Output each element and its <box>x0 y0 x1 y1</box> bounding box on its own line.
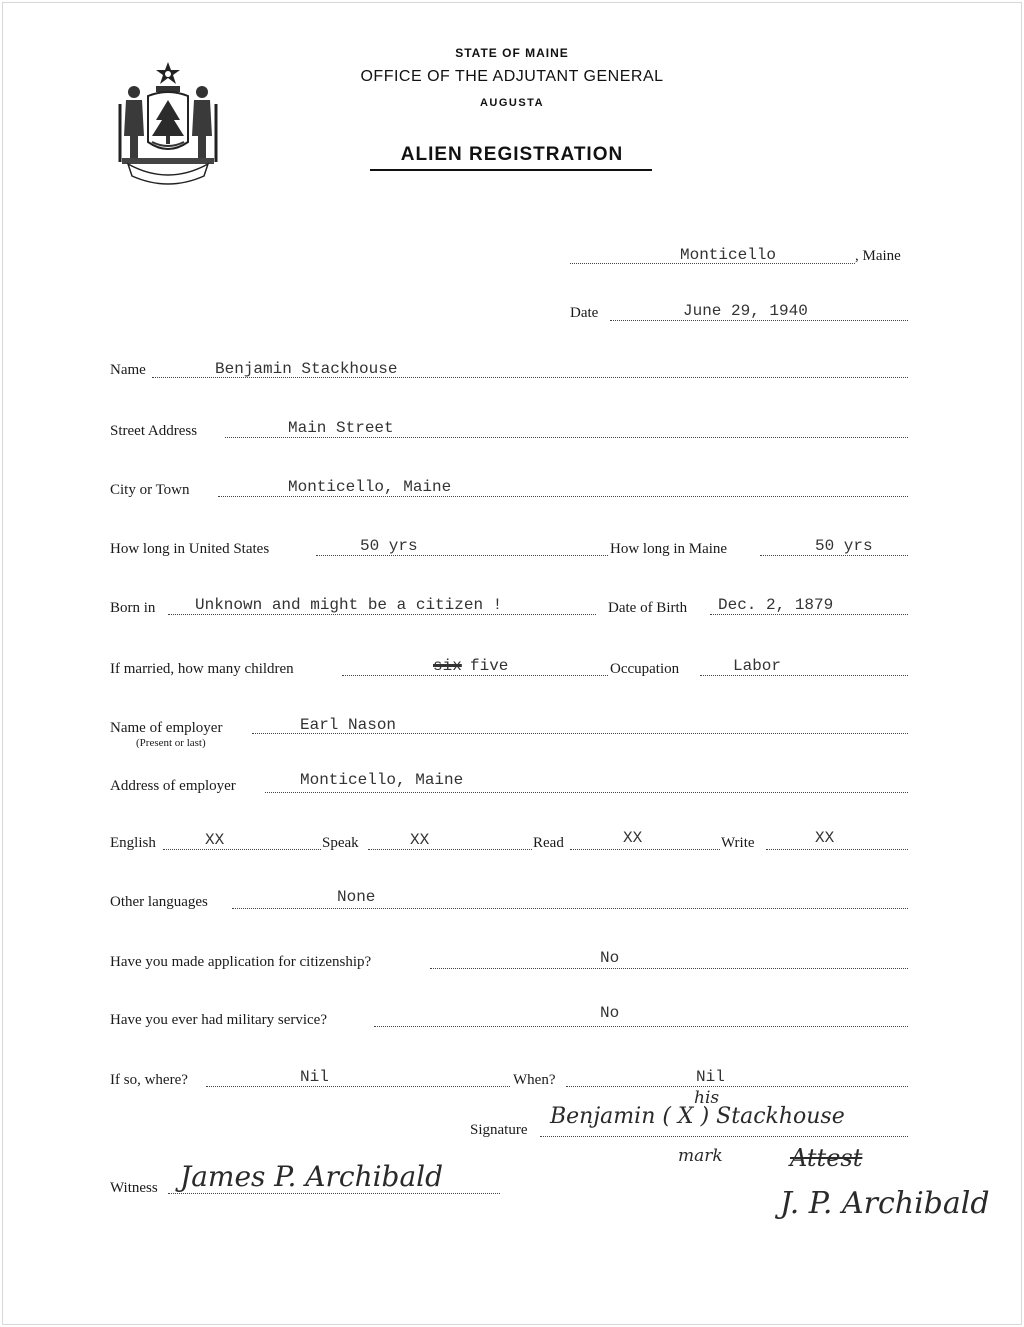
date-label: Date <box>570 305 599 321</box>
signature-his-note: his <box>694 1088 720 1108</box>
city-value: Monticello, Maine <box>288 478 452 496</box>
where-value: Nil <box>300 1068 329 1086</box>
employer-address-field-line[interactable] <box>265 792 908 793</box>
other-languages-label: Other languages <box>110 894 208 910</box>
signature-mark-note: mark <box>678 1146 723 1166</box>
signature-label: Signature <box>470 1122 528 1138</box>
employer-address-label: Address of employer <box>110 778 236 794</box>
write-label: Write <box>721 835 755 851</box>
english-field-line[interactable] <box>163 849 321 850</box>
children-label: If married, how many children <box>110 661 294 677</box>
english-label: English <box>110 835 156 851</box>
witness-label: Witness <box>110 1180 158 1196</box>
citizenship-field-line[interactable] <box>430 968 908 969</box>
city-field-line[interactable] <box>218 496 908 497</box>
place-value: Monticello <box>680 246 777 264</box>
street-value: Main Street <box>288 419 394 437</box>
read-field-line[interactable] <box>570 849 720 850</box>
born-value: Unknown and might be a citizen ! <box>195 596 503 614</box>
dob-value: Dec. 2, 1879 <box>718 596 834 614</box>
employer-value: Earl Nason <box>300 716 397 734</box>
occupation-label: Occupation <box>610 661 680 677</box>
employer-address-value: Monticello, Maine <box>300 771 464 789</box>
signature-field-line[interactable] <box>540 1136 908 1137</box>
signature-value: Benjamin ( X ) Stackhouse <box>550 1104 845 1129</box>
read-value: XX <box>623 829 643 847</box>
read-label: Read <box>533 835 564 851</box>
date-value: June 29, 1940 <box>683 302 808 320</box>
other-languages-value: None <box>337 888 376 906</box>
employer-label: Name of employer <box>110 720 223 736</box>
name-label: Name <box>110 362 146 378</box>
write-value: XX <box>815 829 835 847</box>
city-heading: AUGUSTA <box>479 97 545 109</box>
office-heading: OFFICE OF THE ADJUTANT GENERAL <box>360 68 664 85</box>
us-duration-field-line[interactable] <box>316 555 608 556</box>
dob-field-line[interactable] <box>710 614 908 615</box>
citizenship-label: Have you made application for citizenship? <box>110 954 372 970</box>
speak-value: XX <box>410 831 430 849</box>
occupation-field-line[interactable] <box>700 675 908 676</box>
when-value: Nil <box>696 1068 725 1086</box>
military-field-line[interactable] <box>374 1026 908 1027</box>
employer-sublabel: (Present or last) <box>136 737 206 749</box>
witness-signature: James P. Archibald <box>180 1160 444 1193</box>
english-value: XX <box>205 831 225 849</box>
born-field-line[interactable] <box>168 614 596 615</box>
street-label: Street Address <box>110 423 198 439</box>
form-title: ALIEN REGISTRATION <box>400 144 624 165</box>
speak-field-line[interactable] <box>368 849 532 850</box>
when-label: When? <box>513 1072 556 1088</box>
witness-field-line[interactable] <box>168 1193 500 1194</box>
other-languages-field-line[interactable] <box>232 908 908 909</box>
place-suffix: , Maine <box>855 248 901 264</box>
when-field-line[interactable] <box>566 1086 908 1087</box>
dob-label: Date of Birth <box>608 600 688 616</box>
citizenship-value: No <box>600 949 620 967</box>
born-label: Born in <box>110 600 156 616</box>
date-field-line[interactable] <box>610 320 908 321</box>
attest-signature: J. P. Archibald <box>780 1186 990 1221</box>
speak-label: Speak <box>322 835 359 851</box>
name-value: Benjamin Stackhouse <box>215 360 398 378</box>
children-value: five <box>470 657 509 675</box>
title-underline <box>370 169 652 171</box>
maine-duration-value: 50 yrs <box>815 537 873 555</box>
state-heading: STATE OF MAINE <box>455 46 569 60</box>
us-duration-label: How long in United States <box>110 541 270 557</box>
children-struck-value: six <box>433 657 462 675</box>
where-field-line[interactable] <box>206 1086 510 1087</box>
write-field-line[interactable] <box>766 849 908 850</box>
children-field-line[interactable] <box>342 675 608 676</box>
street-field-line[interactable] <box>225 437 908 438</box>
us-duration-value: 50 yrs <box>360 537 418 555</box>
maine-duration-field-line[interactable] <box>760 555 908 556</box>
where-label: If so, where? <box>110 1072 188 1088</box>
maine-duration-label: How long in Maine <box>610 541 728 557</box>
attest-note: Attest <box>790 1144 863 1172</box>
military-label: Have you ever had military service? <box>110 1012 327 1028</box>
city-label: City or Town <box>110 482 190 498</box>
occupation-value: Labor <box>733 657 782 675</box>
military-value: No <box>600 1004 620 1022</box>
